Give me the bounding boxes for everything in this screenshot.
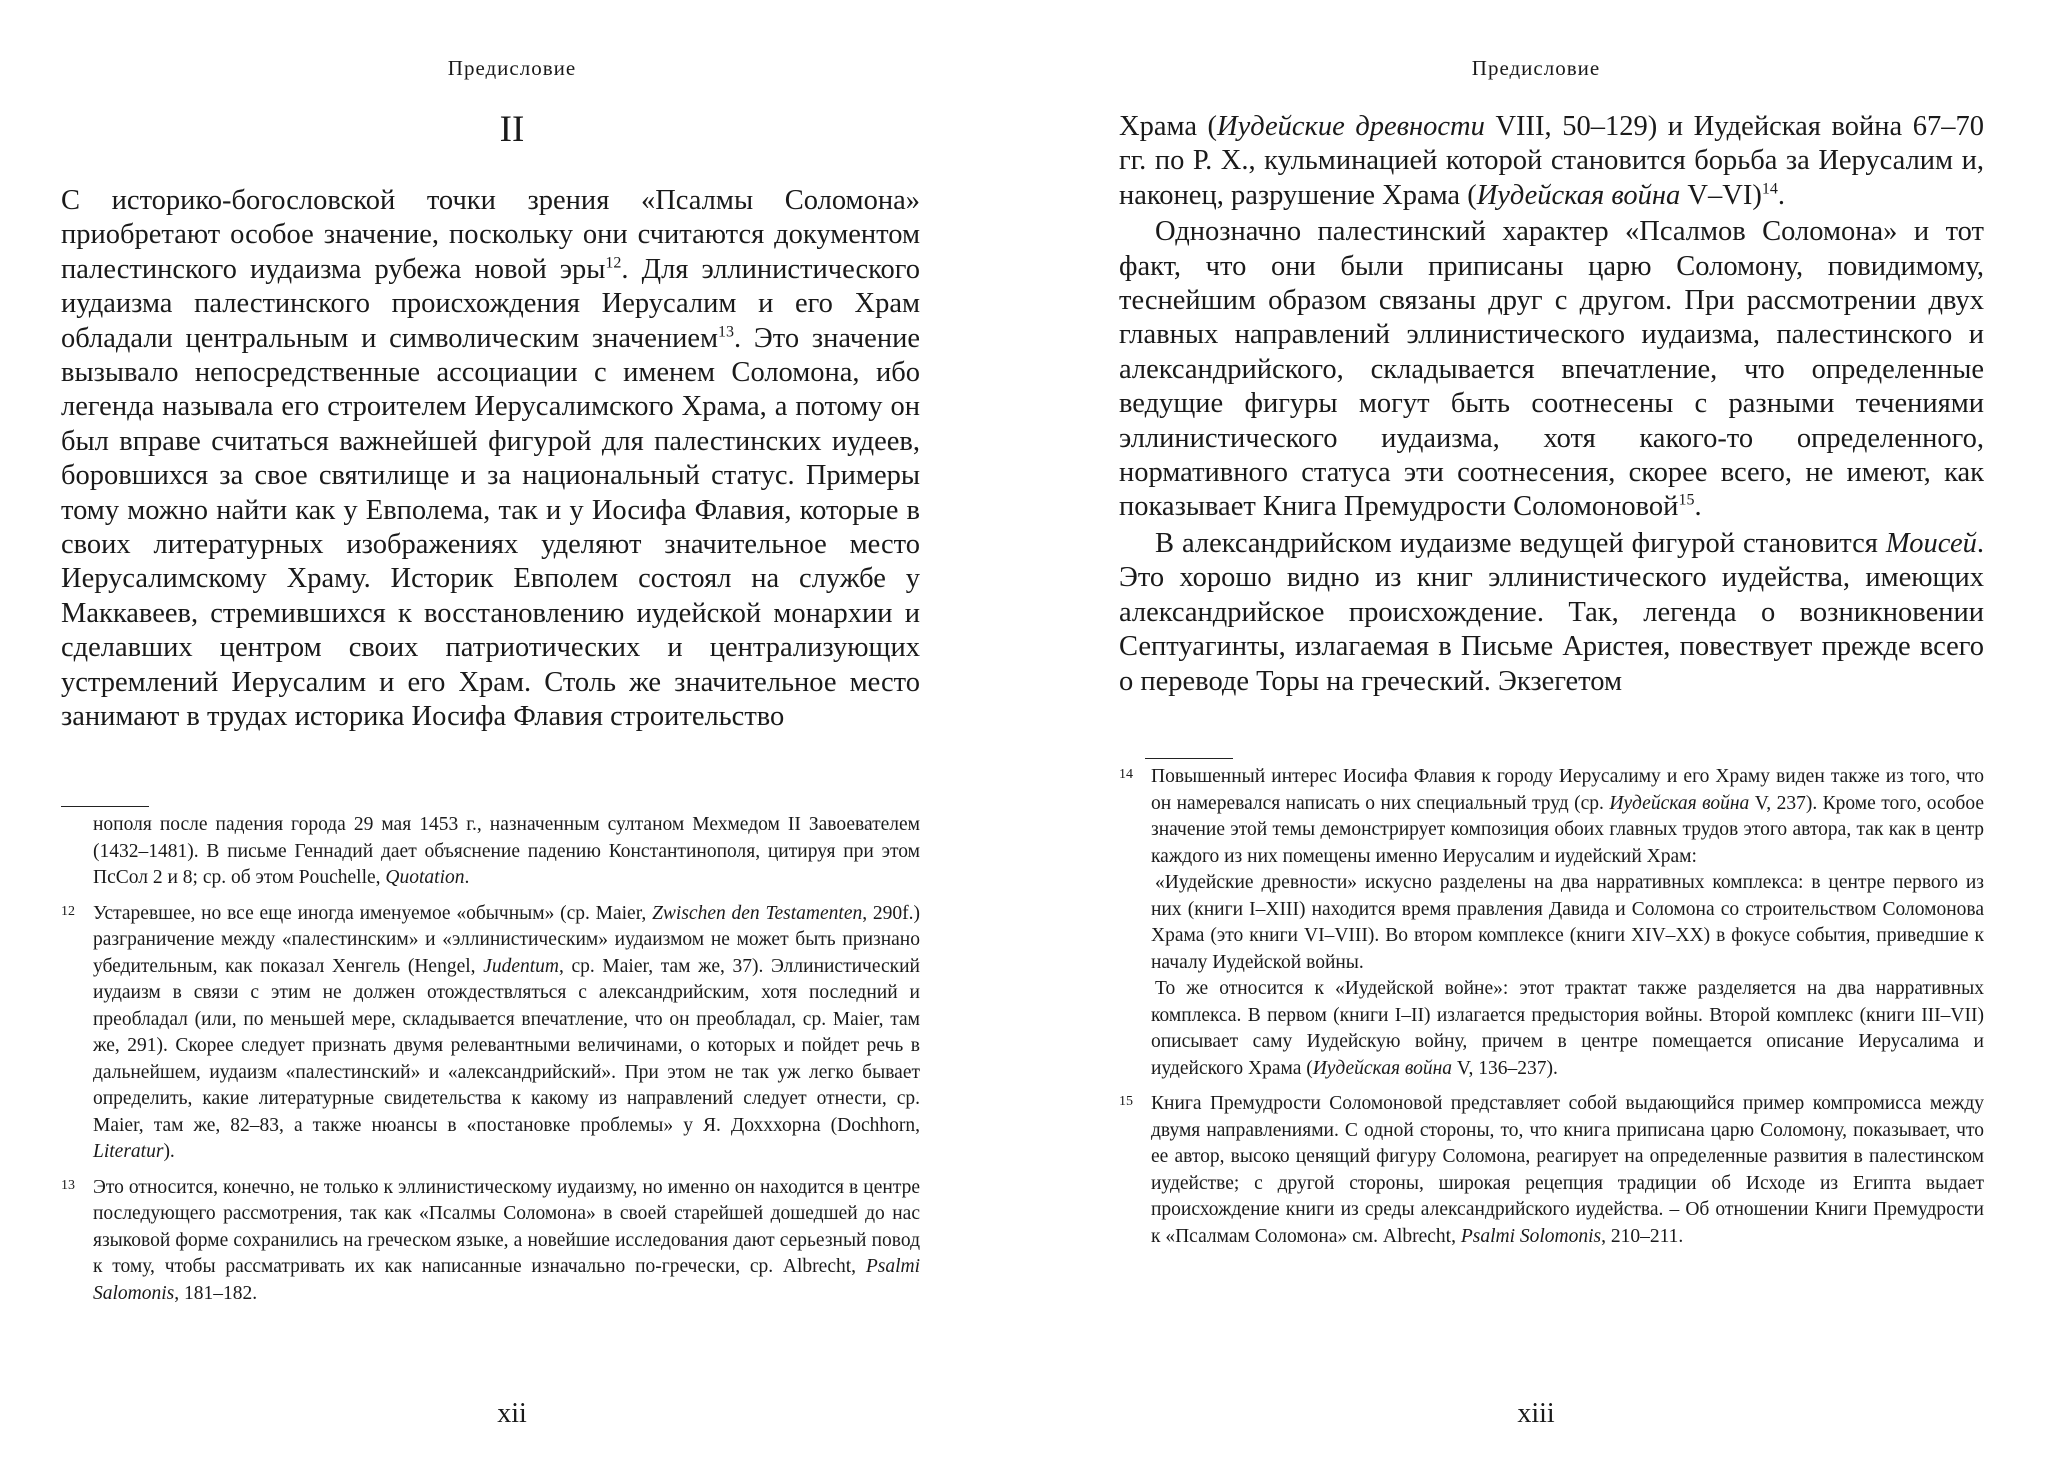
footnote-ref[interactable]: 12: [605, 254, 622, 272]
text-run: V, 237). Кроме того, особое значение этой темы демонстрирует композиция обоих главных трудов этого автора, так как в центр каждого из них помещены именно Иерусалим и иудейский Храм:: [1151, 792, 1984, 867]
text-run: VIII, 50–129) и Иудейская война 67–70 гг. по Р. Х., кульминацией которой становится борьба за Иерусалим и, наконец, разрушение Храма (: [1119, 111, 1984, 211]
running-head: Предисловие: [447, 56, 577, 80]
italic-run: Psalmi Salomonis: [93, 1256, 920, 1304]
text-run: V, 136–237).: [1452, 1057, 1558, 1079]
footnote-text: [1151, 1091, 1984, 1250]
footnote-text: [93, 1175, 920, 1308]
footnotes: [61, 812, 920, 1316]
text-run: .: [464, 867, 470, 888]
text-run: нополя после падения города 29 мая 1453 г., назначенным султаном Мехмедом II Завоевателем (1432–1481). В письме Геннадий дает объяснение падению Константинополя, цитируя при этом ПсСол 2 и 8; ср. об этом Pouchelle,: [93, 814, 920, 888]
italic-run: Иудейская война: [1312, 1057, 1453, 1079]
italic-run: Psalmi Solomonis: [1460, 1225, 1602, 1247]
text-run: . Это хорошо видно из книг эллинистического иудейства, имеющих александрийское происхождение. Так, легенда о возникновении Септуагинты, излагаемая в Письме Аристея, повествует прежде всего о переводе Торы на греческий. Экзегетом: [1119, 527, 1984, 697]
footnote-15: [1119, 1091, 1984, 1250]
running-head: Предисловие: [1471, 56, 1601, 80]
text-run: , 210–211.: [1601, 1225, 1684, 1247]
text-run: , 290f.) разграничение между «палестинским» и «эллинистическим» иудаизмом не может быть признано убедительным, как показал Хенгель (Hengel,: [93, 902, 920, 977]
footnote-13: [61, 1175, 920, 1308]
text-run: С историко-богословской точки зрения «Псалмы Соломона» приобретают особое значение, поскольку они считаются документом палестинского иудаизма рубежа новой эры: [61, 185, 920, 285]
italic-run: Judentum: [483, 955, 559, 977]
footnote-number: 14: [1119, 767, 1133, 782]
footnote-rule: [1145, 758, 1233, 759]
footnote-rule: [61, 806, 149, 807]
footnote-ref[interactable]: 15: [1678, 491, 1695, 509]
right-page: [1024, 0, 2048, 1461]
paragraph: [1119, 527, 1984, 699]
text-run: , 181–182.: [174, 1282, 258, 1304]
paragraph: [1119, 110, 1984, 213]
body-text: [61, 184, 920, 735]
footnote-14: [1119, 764, 1984, 1082]
italic-run: Literatur: [93, 1141, 164, 1162]
text-run: . Это значение вызывало непосредственные ассоциации с именем Соломона, ибо легенда называла его строителем Иерусалимского Храма, а потому он был вправе считаться важнейшей фигурой для палестинских иудеев, боровшихся за свое святилище и за национальный статус. Примеры тому можно найти как у Евполема, так и у Иосифа Флавия, которые в своих литературных изображениях уделяют значительное место Иерусалимскому Храму. Историк Евполем состоял на службе у Маккавеев, стремившихся к восстановлению иудейской монархии и сделавших центром своих патриотических и централизующих устремлений Иерусалим и его Храм. Столь же значительное место занимают в трудах историка Иосифа Флавия строительство: [61, 322, 920, 733]
text-run: То же относится к «Иудейской войне»: этот трактат также разделяется на два нарративных комплекса. В первом (книги I–II) излагается предыстория войны. Второй комплекс (книги III–VII) описывает саму Иудейскую войну, причем в центре помещается описание Иерусалима и иудейского Храма (: [1151, 978, 1984, 1079]
footnote-text: [93, 901, 920, 1166]
text-run: В александрийском иудаизме ведущей фигурой становится: [1155, 527, 1886, 559]
footnote-ref[interactable]: 13: [718, 323, 735, 341]
chapter-number: II: [499, 109, 525, 150]
footnote-number: 15: [1119, 1094, 1133, 1109]
text-run: . Для эллинистического иудаизма палестинского происхождения Иерусалим и его Храм обладали центральным и символическим значением: [61, 253, 920, 354]
footnote-12: [61, 901, 920, 1166]
text-run: Устаревшее, но все еще иногда именуемое «обычным» (ср. Maier,: [93, 902, 653, 924]
footnote-text: [93, 812, 920, 892]
footnote-text: [1151, 764, 1984, 870]
italic-run: Иудейские древности: [1217, 111, 1485, 142]
text-run: , ср. Maier, там же, 37). Эллинистический иудаизм в связи с этим не должен отождествляться с александрийским, хотя последний и преобладал (или, по меньшей мере, складывается впечатление, что он преобладал, ср. Maier, там же, 291). Скорее следует признать двумя релевантными величинами, о которых и пойдет речь в дальнейшем, иудаизм «палестинский» и «александрийский». При этом не так уж легко бывает определить, какие литературные свидетельства к какому из направлений следует отнести, ср. Maier, там же, 82–83, а также нюансы в «постановке проблемы» у Я. Дохххорна (Dochhorn,: [93, 955, 920, 1136]
italic-run: Quotation: [385, 867, 465, 888]
italic-run: Иудейская война: [1609, 792, 1750, 814]
footnote-text: [1151, 976, 1984, 1082]
page-number: xiii: [1517, 1398, 1555, 1429]
paragraph: [1119, 215, 1984, 525]
italic-run: Иудейская война: [1476, 179, 1681, 211]
footnote-number: 13: [61, 1177, 75, 1193]
page-number: xii: [497, 1398, 527, 1429]
footnote-text: «Иудейские древности» искусно разделены на два нарративных комплекса: в центре первого из них (книги I–XIII) находится время правления Давида и Соломона со строительством Соломонова Храма (это книги VI–VIII). Во втором комплексе (книги XIV–XX) в фокусе события, приведшие к началу Иудейской войны.: [1151, 872, 1984, 973]
paragraph: [61, 184, 920, 735]
footnote-number: 12: [61, 903, 75, 919]
italic-run: Zwischen den Testamenten: [652, 902, 863, 924]
text-run: Книга Премудрости Соломоновой представляет собой выдающийся пример компромисса между двумя направлениями. С одной стороны, то, что книга приписана царю Соломону, показывает, что ее автор, высоко ценящий фигуру Соломона, реагирует на определенные развития в палестинском иудействе; с другой стороны, широкая рецепция традиции об Исходе из Египта выдает происхождение книги из среды александрийского иудейства. – Об отношении Книги Премудрости к «Псалмам Соломона» см. Albrecht,: [1151, 1093, 1984, 1247]
footnote-continuation: [61, 812, 920, 892]
footnote-ref[interactable]: 14: [1761, 180, 1778, 198]
text-run: Повышенный интерес Иосифа Флавия к городу Иерусалиму и его Храму виден также из того, что он намеревался написать о них специальный труд (ср.: [1151, 766, 1984, 814]
body-text: [1119, 110, 1984, 699]
text-run: .: [1777, 179, 1785, 211]
text-run: .: [1694, 491, 1702, 523]
text-run: Однозначно палестинский характер «Псалмов Соломона» и тот факт, что они были приписаны царю Соломону, повидимому, теснейшим образом связаны друг с другом. При рассмотрении двух главных направлений эллинистического иудаизма, палестинского и александрийского, складывается впечатление, что определенные ведущие фигуры могут быть соотнесены с разными течениями эллинистического иудаизма, хотя какого-то определенного, нормативного статуса эти соотнесения, скорее всего, не имеют, как показывает Книга Премудрости Соломоновой: [1119, 216, 1984, 523]
text-run: Это относится, конечно, не только к эллинистическому иудаизму, но именно он находится в центре последующего рассмотрения, так как «Псалмы Соломона» в своей старейшей дошедшей до нас языковой форме сохранились на греческом языке, а новейшие исследования дают серьезный повод к тому, чтобы рассматривать их как написанные изначально по-гречески, ср. Albrecht,: [93, 1176, 920, 1277]
text-run: V–VI): [1680, 179, 1762, 211]
footnotes: [1119, 764, 1984, 1259]
italic-run: Моисей: [1885, 527, 1977, 559]
text-run: ).: [163, 1141, 175, 1162]
text-run: Храма (: [1119, 111, 1218, 142]
